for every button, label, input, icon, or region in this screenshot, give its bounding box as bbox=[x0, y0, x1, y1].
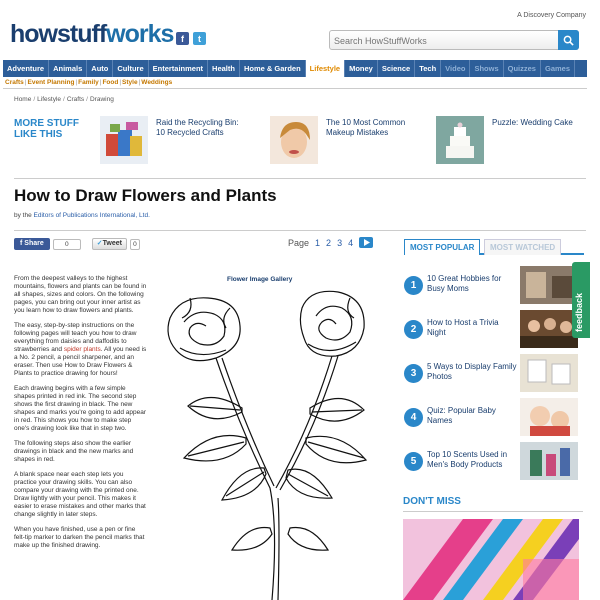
article-paragraph: When you have finished, use a pen or fine felt-tip marker to darken the pencil marks that make up the finished drawing. bbox=[14, 526, 145, 549]
twitter-bird-icon: ✓ bbox=[96, 240, 103, 247]
logo-text-part1: howstuff bbox=[10, 20, 107, 48]
wedding-cake-thumbnail bbox=[436, 116, 484, 164]
tweet-count: 0 bbox=[130, 239, 140, 250]
title-divider bbox=[14, 230, 586, 231]
trivia-night-thumbnail bbox=[520, 310, 578, 348]
list-item-title: 10 Great Hobbies for Busy Moms bbox=[427, 274, 502, 293]
stem bbox=[216, 358, 275, 600]
tab-most-watched[interactable]: MOST WATCHED bbox=[484, 239, 561, 255]
article-paragraph bbox=[14, 322, 148, 378]
feedback-tab[interactable] bbox=[572, 262, 590, 338]
subnav-food[interactable]: Food bbox=[102, 79, 119, 86]
social-links bbox=[176, 32, 206, 45]
breadcrumb-home[interactable]: Home bbox=[14, 96, 32, 103]
paragraph-text: . All you need is a No. 2 pencil, a pencil sharpener, and an eraser. Then use How to Draw Flowers & Plants to practice drawing for hours! bbox=[14, 346, 147, 377]
nav-auto[interactable]: Auto bbox=[87, 60, 113, 77]
nav-science[interactable]: Science bbox=[378, 60, 415, 77]
nav-entertainment[interactable]: Entertainment bbox=[149, 60, 208, 77]
article-body bbox=[14, 275, 148, 557]
subnav-style[interactable]: Style bbox=[122, 79, 138, 86]
leaves bbox=[184, 397, 366, 550]
subnav-family[interactable]: Family bbox=[78, 79, 99, 86]
nav-video[interactable]: Video bbox=[441, 60, 470, 77]
more-stuff-item-text: The 10 Most Common Makeup Mistakes bbox=[326, 118, 406, 137]
rank-badge: 1 bbox=[404, 276, 423, 295]
nav-adventure[interactable]: Adventure bbox=[3, 60, 49, 77]
feedback-label: feedback bbox=[574, 292, 584, 332]
nav-money[interactable]: Money bbox=[345, 60, 378, 77]
twitter-icon[interactable]: t bbox=[193, 32, 206, 45]
dont-miss-divider bbox=[403, 511, 583, 512]
page-label: Page bbox=[288, 237, 310, 248]
nav-shows[interactable]: Shows bbox=[470, 60, 503, 77]
sidebar-tabs bbox=[404, 239, 584, 255]
nav-games[interactable]: Games bbox=[541, 60, 575, 77]
list-item-title: How to Host a Trivia Night bbox=[427, 318, 499, 337]
nav-quizzes[interactable]: Quizzes bbox=[504, 60, 541, 77]
pagination bbox=[288, 237, 373, 248]
baby-names-thumbnail bbox=[520, 398, 578, 436]
site-header bbox=[0, 0, 600, 60]
more-stuff-item-wedding-cake[interactable] bbox=[436, 112, 586, 170]
subnav-crafts[interactable]: Crafts bbox=[5, 79, 24, 86]
more-stuff-item-text: Raid the Recycling Bin: 10 Recycled Crafts bbox=[156, 118, 239, 137]
article-paragraph: From the deepest valleys to the highest mountains, flowers and plants can be found in all shapes, sizes and colors. On the following pages, you can bring out your inner artist as you learn how to draw flowers and plants. bbox=[14, 275, 147, 314]
rank-badge: 4 bbox=[404, 408, 423, 427]
next-page-button[interactable] bbox=[359, 237, 373, 248]
list-item[interactable] bbox=[404, 310, 584, 348]
section-divider bbox=[14, 178, 586, 179]
left-rose bbox=[168, 298, 240, 361]
search-box bbox=[329, 30, 579, 50]
search-input[interactable] bbox=[330, 32, 555, 50]
list-item[interactable] bbox=[404, 354, 584, 392]
sub-nav: Crafts|Event Planning|Family|Food|Style|Weddings bbox=[3, 77, 587, 89]
article-title: How to Draw Flowers and Plants bbox=[14, 186, 277, 205]
page-3-link[interactable]: 3 bbox=[337, 237, 343, 248]
list-item[interactable] bbox=[404, 442, 584, 480]
spider-plants-link[interactable]: spider plants bbox=[63, 346, 101, 353]
tab-most-popular[interactable]: MOST POPULAR bbox=[404, 239, 480, 255]
nav-health[interactable]: Health bbox=[208, 60, 240, 77]
main-nav bbox=[3, 60, 587, 77]
list-item-title: Quiz: Popular Baby Names bbox=[427, 406, 496, 425]
search-icon bbox=[563, 35, 574, 46]
nav-animals[interactable]: Animals bbox=[49, 60, 87, 77]
play-arrow-icon bbox=[363, 239, 370, 246]
page-1-link[interactable]: 1 bbox=[315, 237, 321, 248]
list-item[interactable] bbox=[404, 398, 584, 436]
nav-culture[interactable]: Culture bbox=[113, 60, 148, 77]
share-label: Share bbox=[24, 240, 44, 247]
page-4-link[interactable]: 4 bbox=[348, 237, 354, 248]
facebook-share-button[interactable] bbox=[14, 238, 50, 250]
nav-home-garden[interactable]: Home & Garden bbox=[240, 60, 306, 77]
tweet-button[interactable] bbox=[92, 238, 127, 250]
article-paragraph: Each drawing begins with a few simple shapes printed in red ink. The second step shows the first drawing in black. The new shapes and marks you're going to add appear in red. This shows you how to make step one's drawing look like that in step two. bbox=[14, 385, 147, 432]
nav-lifestyle[interactable]: Lifestyle bbox=[306, 60, 345, 77]
more-stuff-item-recycled-crafts[interactable] bbox=[100, 112, 250, 170]
facebook-share-icon: f bbox=[20, 240, 25, 247]
tweet-label: Tweet bbox=[102, 240, 122, 247]
list-item-title: 5 Ways to Display Family Photos bbox=[427, 362, 517, 381]
scents-thumbnail bbox=[520, 442, 578, 480]
paragraph-text: The easy, step-by-step instructions on the following pages will teach you how to draw everything from daisies and daffodils to strawberries and bbox=[14, 322, 137, 353]
more-stuff-title: MORE STUFF LIKE THIS bbox=[14, 118, 79, 140]
nav-tech[interactable]: Tech bbox=[415, 60, 441, 77]
right-rose bbox=[300, 291, 364, 356]
rose-drawing-image[interactable] bbox=[160, 288, 385, 600]
article-byline bbox=[14, 212, 150, 219]
byline-prefix: by the bbox=[14, 212, 32, 219]
dont-miss-image[interactable] bbox=[403, 519, 579, 600]
family-photos-thumbnail bbox=[520, 354, 578, 392]
more-stuff-item-text: Puzzle: Wedding Cake bbox=[492, 118, 573, 127]
page-2-link[interactable]: 2 bbox=[326, 237, 332, 248]
dont-miss-heading: DON'T MISS bbox=[403, 496, 461, 507]
article-paragraph: The following steps also show the earlier drawings in black and the new marks and shapes in red. bbox=[14, 440, 134, 463]
logo-text-part2: works bbox=[106, 20, 174, 48]
breadcrumb-lifestyle[interactable]: Lifestyle bbox=[37, 96, 62, 103]
byline-author-link[interactable]: Editors of Publications International, Ltd. bbox=[33, 212, 150, 219]
list-item[interactable] bbox=[404, 266, 584, 304]
share-count: 0 bbox=[53, 239, 81, 250]
facebook-icon[interactable]: f bbox=[176, 32, 189, 45]
breadcrumb-drawing[interactable]: Drawing bbox=[89, 96, 114, 103]
subnav-event-planning[interactable]: Event Planning bbox=[27, 79, 75, 86]
rank-badge: 2 bbox=[404, 320, 423, 339]
breadcrumb-crafts[interactable]: Crafts bbox=[66, 96, 85, 103]
breadcrumb: Home / Lifestyle / Crafts / Drawing bbox=[14, 96, 114, 103]
site-logo[interactable] bbox=[10, 20, 173, 49]
more-stuff-section bbox=[14, 112, 584, 174]
search-button[interactable] bbox=[558, 30, 579, 50]
hobbies-thumbnail bbox=[520, 266, 578, 304]
article-paragraph: A blank space near each step lets you practice your drawing skills. You can also compare your drawing with the printed one. Draw lightly with your pencil. This makes it easier to erase mistakes and other marks that change slightly in later steps. bbox=[14, 471, 146, 518]
rank-badge: 3 bbox=[404, 364, 423, 383]
stem bbox=[276, 356, 332, 488]
flower-gallery-link[interactable]: Flower Image Gallery bbox=[227, 276, 293, 283]
list-item-title: Top 10 Scents Used in Men's Body Products bbox=[427, 450, 508, 469]
recycled-crafts-thumbnail bbox=[100, 116, 148, 164]
share-bar bbox=[14, 237, 140, 251]
discovery-partner-label: A Discovery Company bbox=[517, 12, 586, 19]
rank-badge: 5 bbox=[404, 452, 423, 471]
makeup-thumbnail bbox=[270, 116, 318, 164]
more-stuff-item-makeup-mistakes[interactable] bbox=[270, 112, 420, 170]
subnav-weddings[interactable]: Weddings bbox=[141, 79, 173, 86]
